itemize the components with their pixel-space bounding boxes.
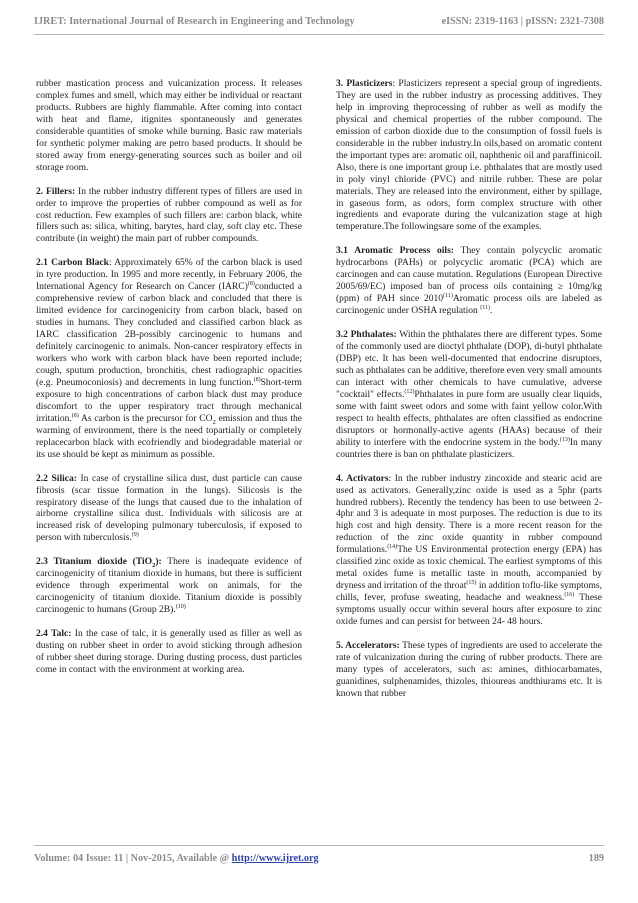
volume-info — [34, 853, 319, 864]
titanium-heading — [36, 556, 162, 570]
titanium-heading-text: 2.3 Titanium dioxide (TiO — [36, 556, 153, 568]
header-divider — [34, 34, 604, 35]
fillers-text: In the rubber industry different types of fillers are used in order to improve the properties of rubber compound as well as for cost reduction. Few examples of such fillers are: carbon black, white fillers such as: silica, whiting, barytes, hard clay, soft clay etc. These contribute (in weight) the main part of rubber compounds. — [36, 185, 302, 245]
talc-section — [36, 628, 302, 676]
silica-text: In case of crystalline silica dust, dust particle can cause fibrosis (scar tissue formation in the lungs). Silicosis is the respiratory disease of the lungs that caused due to the inhalation of airborne crystalline silica dust. Individuals with silicosis are at increased risk of developing pulmonary tuberculosis, if exposed to person with tuberculosis. — [36, 472, 302, 544]
plasticizers-section — [336, 78, 602, 233]
accelerators-text: These types of ingredients are used to accelerate the rate of vulcanization during the curing of rubber products. There are many types of accelerators, such as: amines, dithiocarbamates, guanidines, sulphenamides, thizoles, thioureas andthiurams etc. It is known that rubber — [336, 639, 602, 699]
citation: (11) — [443, 293, 453, 300]
phthalates-text: Phthalates in pure form are usually clear liquids, some with faint sweet odors and some with faint yellow color.With respect to health effects, phthalates are often classified as endocrine disruptors or hormonally-active agents (HAAs) because of their ability to interfere with the endocrine system in the body. — [336, 388, 602, 448]
issn-info: eISSN: 2319-1163 | pISSN: 2321-7308 — [441, 16, 604, 27]
activators-section — [336, 473, 602, 628]
aromatic-oils-section — [336, 245, 602, 317]
accelerators-heading: 5. Accelerators: — [336, 639, 400, 651]
left-column — [36, 78, 302, 688]
talc-heading: 2.4 Talc: — [36, 628, 72, 640]
carbon-black-section — [36, 257, 302, 460]
footer-divider — [34, 845, 604, 846]
journal-title: IJRET: International Journal of Research in Engineering and Technology — [34, 16, 355, 27]
aromatic-oils-text: They contain polycyclic aromatic hydrocarbons (PAHs) or polycyclic aromatic (PCA) which are carcinogen and can cause mutation. Regulations (European Directive 2005/69/EC) imposed ban of process oils containing ≥ 10mg/kg (ppm) of PAH since 2010 — [336, 245, 602, 305]
plasticizers-text: : Plasticizers represent a special group of ingredients. They are used in the rubber industry as processing additives. They help in improving theprocessing of rubber as well as modify the physical and chemical properties of the rubber compound. The emission of carbon dioxide due to the consumption of fossil fuels is considerable in the rubber industry.In oils,based on aromatic content the important types are: aromatic oil, naphthenic oil and paraffinicoil. Also, there is one important group i.e. phthalates that are mostly used in poly vinyl chloride (PVC) and nitrile rubber. These are polar materials. They are released into the environment, either by spillage, in gaseous form, as odors, form complex structure with other ingredients and evaporate during the vulcanization stage at high temperature.The followingsare some of the examples. — [336, 78, 602, 233]
plasticizers-heading: 3. Plasticizers — [336, 78, 393, 89]
aromatic-oils-text: Aromatic process oils are labeled as carcinogenic under OSHA regulation — [336, 293, 602, 317]
aromatic-oils-text: . — [490, 305, 493, 317]
right-column — [336, 78, 602, 712]
subscript: 2 — [212, 418, 216, 426]
carbon-black-text: conducted a comprehensive review of carbon black and concluded that there is limited evidence for carcinogenicity from carbon black, based on studies in humans. They concluded and classified carbon black as IARC classification 2B-possibly carcinogenic to humans and definitely carcinogenic to animals. Non-cancer respiratory effects in workers who work with carbon black have been reported include; cough, sputum production, bronchitis, chest radiographic opacities (e.g. Pneumoconiosis) and decrements in lung function. — [36, 281, 303, 388]
carbon-black-heading: 2.1 Carbon Black — [36, 257, 109, 269]
fillers-heading: 2. Fillers: — [36, 185, 76, 197]
aromatic-oils-heading: 3.1 Aromatic Process oils: — [336, 245, 454, 257]
carbon-black-text: As carbon is the precursor for CO — [78, 412, 213, 424]
carbon-black-text: Short-term exposure to high concentrations of carbon black dust may produce discomfort to the upper respiratory tract through mechanical irritation. — [36, 376, 302, 424]
activators-text: : In the rubber industry zincoxide and stearic acid are used as activators. Generally,zinc oxide is used as a 5phr (parts hundred rubbers). Recently the tendency has been to use between 2-4phr and 3 is adequate in most purposes. The reduction is due to its high cost and high density. There is a more recent reason for the reduction of the zinc oxide quantity in rubber compound formulations. — [336, 472, 602, 556]
activators-text: in addition toflu-like symptoms, chills, fever, profuse sweating, headache and weakness. — [336, 580, 602, 604]
citation: (12) — [404, 388, 415, 395]
page-footer — [34, 853, 604, 864]
accelerators-section — [336, 640, 602, 700]
carbon-black-text: : Approximately 65% of the carbon black is used in tyre production. In 1995 and more recently, in February 2006, the International Agency for Research on Cancer (IARC) — [36, 257, 302, 293]
citation: (8) — [247, 281, 255, 288]
citation: (15) — [466, 580, 477, 586]
activators-text: These symptoms usually occur within several hours after exposure to zinc oxide fumes and can persist for between 24- 48 hours. — [336, 592, 603, 628]
phthalates-text: In many countries there is ban on phthalate plasticizers. — [336, 436, 602, 460]
subscript: 2 — [152, 562, 156, 570]
phthalates-section — [336, 329, 602, 460]
phthalates-heading: 3.2 Phthalates: — [336, 329, 397, 341]
citation: (9) — [131, 532, 139, 539]
activators-heading: 4. Activators — [336, 472, 389, 484]
carbon-black-text: emission and thus the warming of environment, there is the need topartially or completely replacecarbon black with ecofriendly and biodegradable material or its use should be kept as minimum as possible. — [36, 412, 302, 460]
intro-paragraph: rubber mastication process and vulcanization process. It releases complex fumes and smell, which may either be individual or reactant products. Rubbers are highly flammable. After coming into contact with heat and flame, itignites spontaneously and generates considerable quantities of smoke while burning. Basic raw materials for synthetic polymer making are petro based products. It should be stored away from energy-generating sources such as boiler and oil storage room. — [36, 78, 302, 173]
citation: (14) — [387, 544, 398, 551]
page-header — [34, 16, 604, 27]
volume-text: Volume: 04 Issue: 11 | Nov-2015, Available @ — [34, 853, 232, 864]
citation: (10) — [175, 603, 186, 610]
titanium-section — [36, 556, 302, 616]
activators-text: The US Environmental protection energy (EPA) has classified zinc oxide as toxic chemical. The earliest symptoms of this metal oxides fume is metallic taste in mouth, accompanied by dryness and irritation of the throat — [336, 544, 602, 592]
titanium-heading-text: ): — [155, 556, 162, 568]
citation: (8) — [253, 376, 261, 383]
citation: (16) — [564, 591, 575, 598]
page-number: 189 — [588, 853, 604, 864]
titanium-text: There is inadequate evidence of carcinogenicity of titanium dioxide in humans, but there is sufficient evidence through experimental work on animals, for the carcinogenicity of titanium dioxide. Titanium dioxide is possibly carcinogenic to humans (Group 2B). — [36, 556, 302, 616]
journal-link[interactable]: http://www.ijret.org — [231, 853, 319, 864]
silica-heading: 2.2 Silica: — [36, 472, 77, 484]
citation: (11) — [480, 304, 491, 311]
citation: (13) — [559, 436, 570, 443]
fillers-section — [36, 186, 302, 246]
citation: (8) — [71, 412, 79, 419]
talc-text: In the case of talc, it is generally used as filler as well as dusting on rubber sheet in order to avoid sticking through adhesion of rubber sheet during storage. During dusting process, dust particles come in contact with the environment at working area. — [36, 628, 302, 675]
phthalates-text: Within the phthalates there are different types. Some of the commonly used are dioctyl phthalate (DOP), di-butyl phthalate (DBP) etc. It has been well-documented that endocrine disruptors, such as phthalates can be additive, therefore even very small amounts can interact with other chemicals to have cumulative, adverse "cocktail" effects. — [336, 329, 602, 400]
silica-section — [36, 473, 302, 545]
